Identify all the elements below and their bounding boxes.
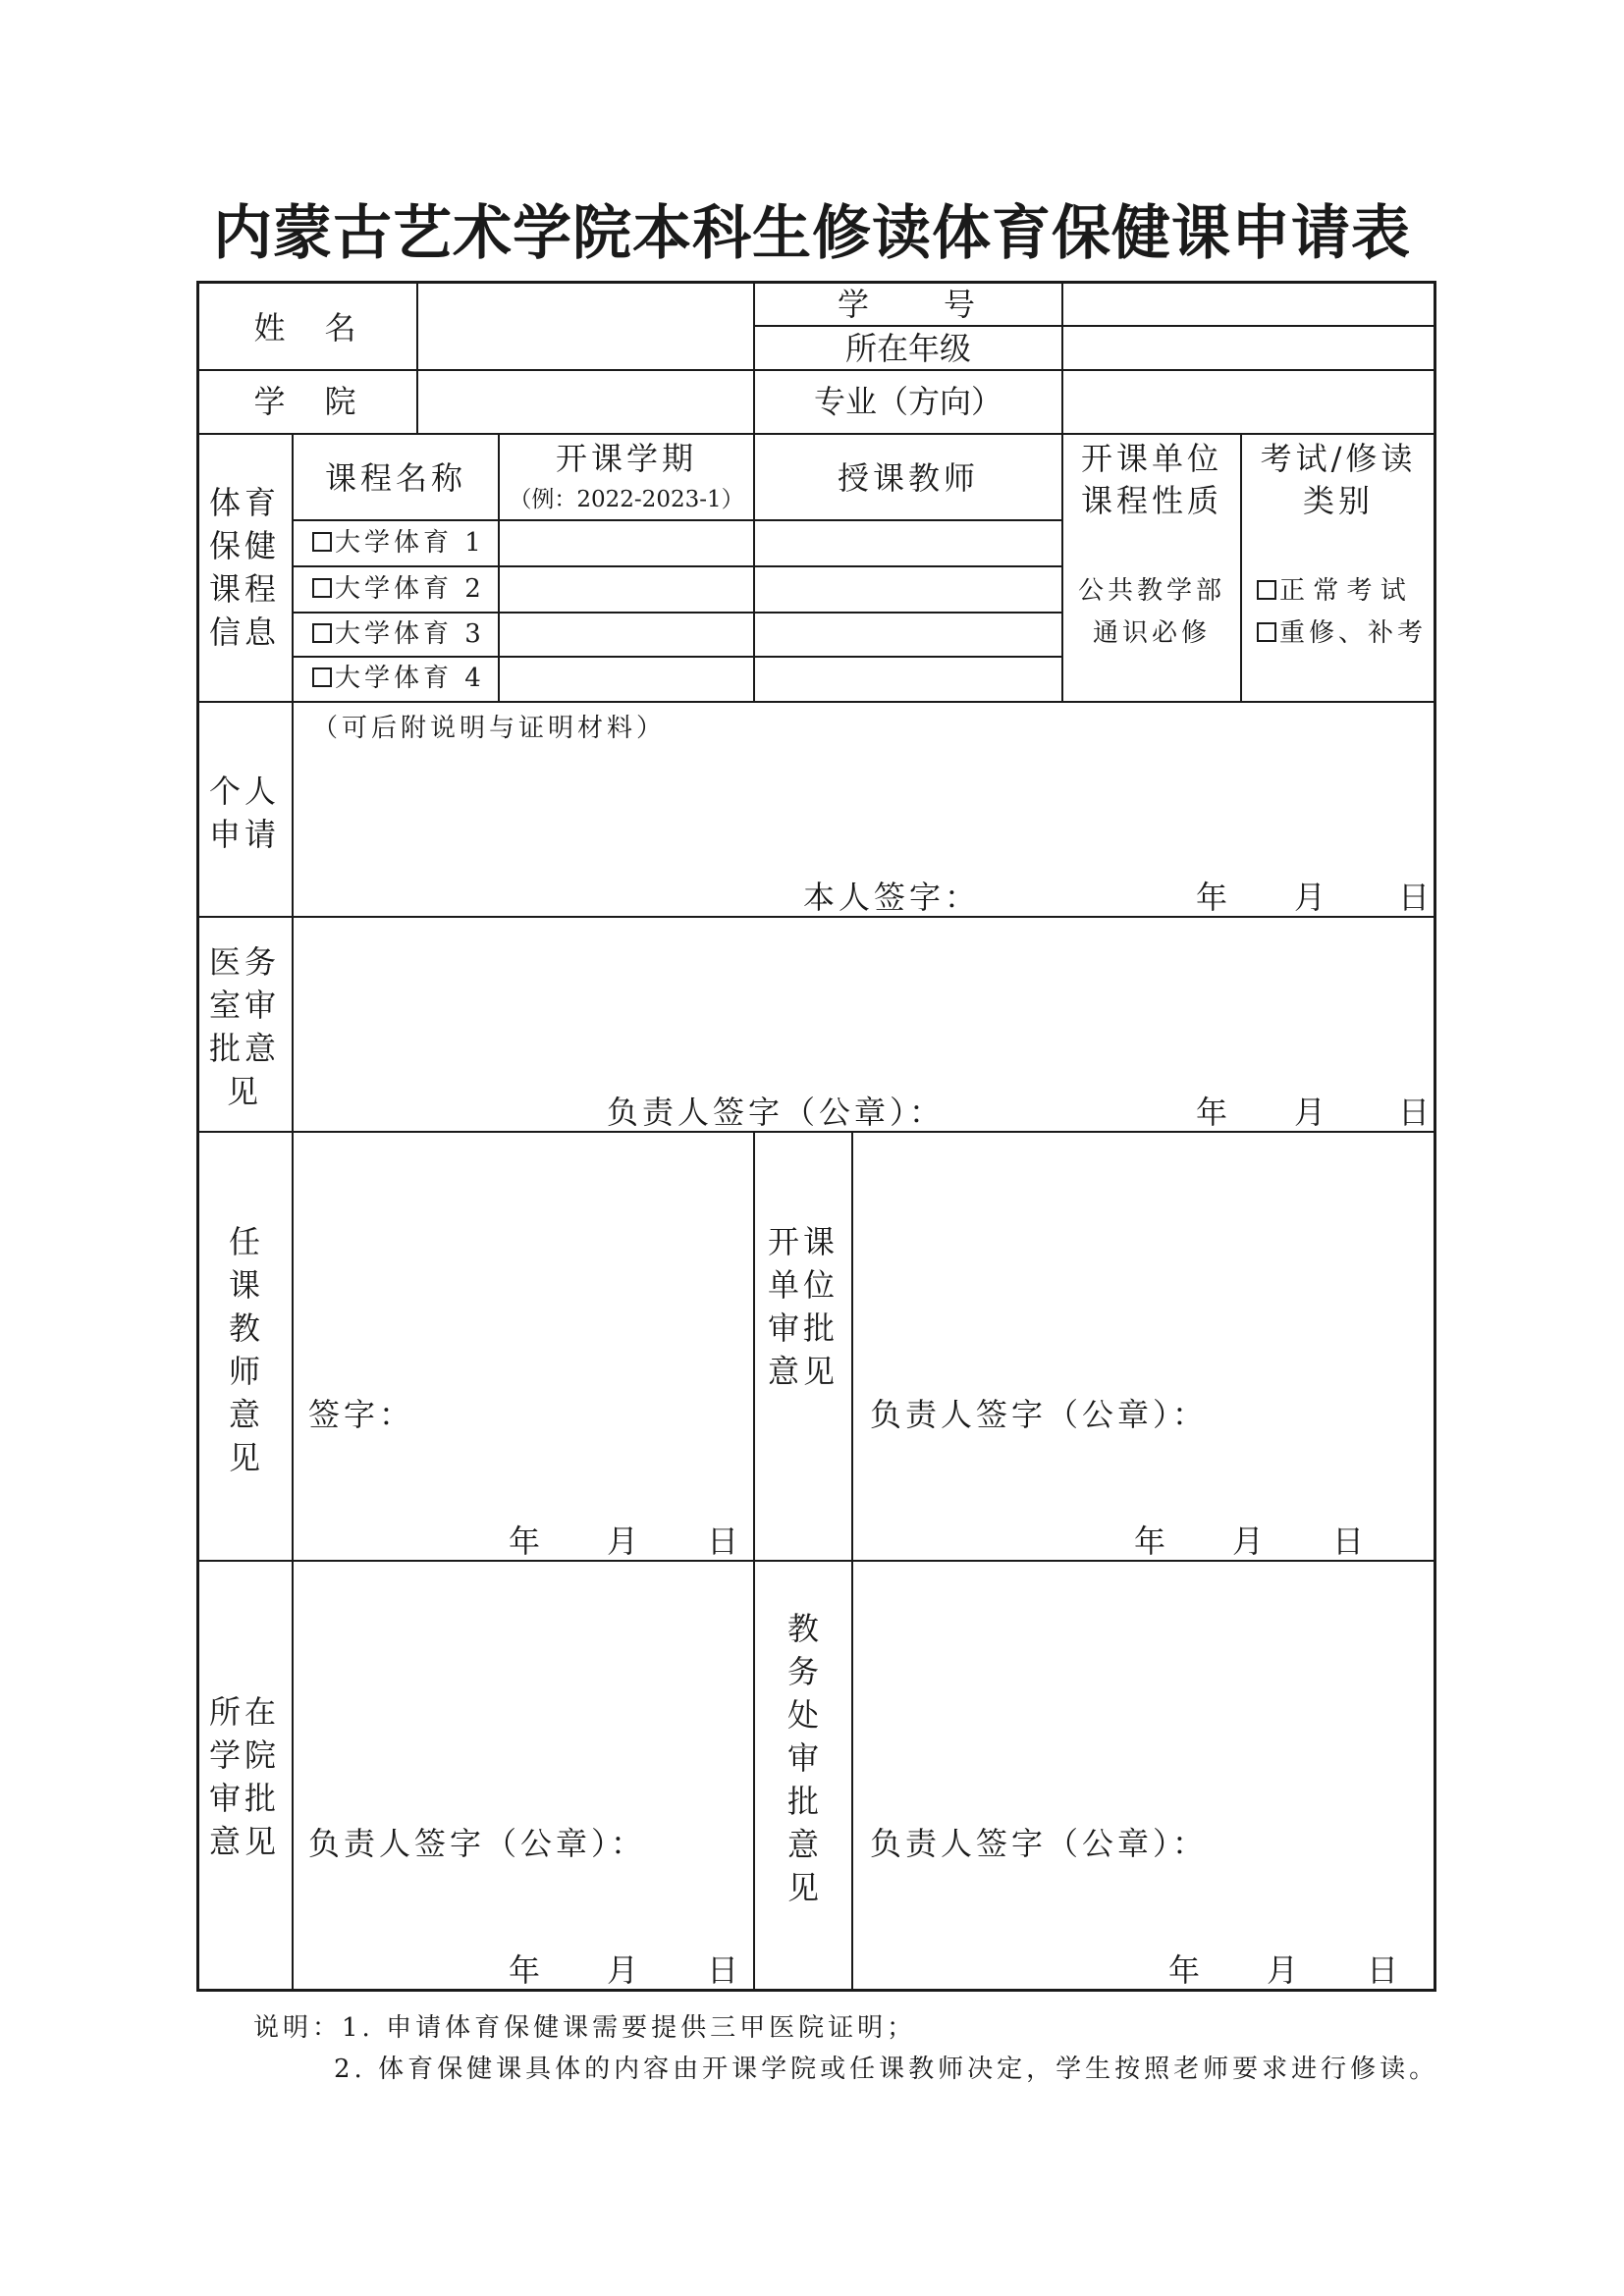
college-label: 学 院 bbox=[253, 383, 360, 420]
date-day: 日 bbox=[1332, 1522, 1365, 1560]
date-month: 月 bbox=[607, 1951, 639, 1989]
academic-affairs-signature-label: 负责人签字（公章）： bbox=[870, 1825, 1209, 1862]
teacher-header: 授课教师 bbox=[837, 459, 979, 497]
date-year: 年 bbox=[1134, 1522, 1166, 1560]
course-row-4[interactable]: 大学体育 4 bbox=[312, 661, 485, 696]
grade-field[interactable] bbox=[1063, 327, 1435, 368]
teacher-signature-label: 签字： bbox=[308, 1396, 415, 1433]
unit-value-line2: 通识必修 bbox=[1092, 618, 1211, 648]
name-field[interactable] bbox=[418, 284, 751, 368]
date-month: 月 bbox=[1294, 1094, 1326, 1131]
academic-affairs-area[interactable] bbox=[853, 1562, 1435, 1990]
divider bbox=[292, 565, 1063, 567]
course-section-label: 体育 保健 课程 信息 bbox=[208, 484, 280, 651]
date-day: 日 bbox=[707, 1522, 739, 1560]
course-row-1[interactable]: 大学体育 1 bbox=[312, 525, 485, 561]
name-label: 姓 名 bbox=[253, 309, 360, 347]
grade-label: 所在年级 bbox=[844, 330, 971, 367]
medical-signature-label: 负责人签字（公章）： bbox=[607, 1094, 946, 1131]
form-title: 内蒙古艺术学院本科生修读体育保健课申请表 bbox=[213, 199, 1411, 268]
unit-header-line2: 课程性质 bbox=[1080, 482, 1222, 519]
divider bbox=[292, 612, 1063, 614]
course-row-2[interactable]: 大学体育 2 bbox=[312, 571, 485, 607]
exam-option-retake[interactable]: 重修、补考 bbox=[1257, 615, 1427, 651]
attachment-hint: （可后附说明与证明材料） bbox=[312, 714, 667, 743]
major-label: 专业（方向） bbox=[813, 383, 1002, 420]
date-day: 日 bbox=[1398, 879, 1431, 916]
checkbox-icon[interactable] bbox=[1257, 622, 1276, 642]
term-example: （例：2022-2023-1） bbox=[509, 487, 744, 512]
exam-header-line1: 考试/修读 bbox=[1260, 440, 1417, 477]
date-day: 日 bbox=[1398, 1094, 1431, 1131]
course-name-header: 课程名称 bbox=[324, 459, 466, 497]
note-line-2: 2. 体育保健课具体的内容由开课学院或任课教师决定，学生按照老师要求进行修读。 bbox=[334, 2055, 1439, 2084]
teacher-opinion-area[interactable] bbox=[294, 1133, 752, 1559]
term-header: 开课学期 bbox=[555, 440, 697, 477]
divider bbox=[197, 433, 1435, 435]
date-month: 月 bbox=[1232, 1522, 1265, 1560]
college-approval-area[interactable] bbox=[294, 1562, 752, 1990]
unit-header-line1: 开课单位 bbox=[1080, 440, 1222, 477]
divider bbox=[292, 656, 1063, 658]
checkbox-icon[interactable] bbox=[312, 578, 332, 598]
personal-signature-label: 本人签字： bbox=[803, 879, 981, 916]
course-row-3[interactable]: 大学体育 3 bbox=[312, 616, 485, 652]
date-year: 年 bbox=[1168, 1951, 1201, 1989]
date-month: 月 bbox=[607, 1522, 639, 1560]
college-signature-label: 负责人签字（公章）： bbox=[308, 1825, 647, 1862]
note-line-1: 说明：1. 申请体育保健课需要提供三甲医院证明； bbox=[253, 2013, 917, 2043]
checkbox-icon[interactable] bbox=[312, 623, 332, 643]
medical-section-label: 医务 室审 批意 见 bbox=[208, 943, 280, 1110]
date-month: 月 bbox=[1294, 879, 1326, 916]
date-day: 日 bbox=[707, 1951, 739, 1989]
unit-value-line1: 公共教学部 bbox=[1077, 576, 1225, 606]
exam-option-normal[interactable]: 正 常 考 试 bbox=[1257, 573, 1406, 609]
college-field[interactable] bbox=[418, 371, 751, 432]
unit-approval-label: 开课 单位 审批 意见 bbox=[767, 1223, 839, 1390]
date-month: 月 bbox=[1267, 1951, 1299, 1989]
student-id-field[interactable] bbox=[1063, 284, 1435, 325]
unit-approval-area[interactable] bbox=[853, 1133, 1435, 1559]
teacher-section-label: 任 课 教 师 意 见 bbox=[228, 1223, 260, 1476]
date-year: 年 bbox=[1196, 879, 1228, 916]
date-year: 年 bbox=[509, 1522, 541, 1560]
date-day: 日 bbox=[1367, 1951, 1399, 1989]
college-approval-label: 所在 学院 审批 意见 bbox=[208, 1693, 280, 1860]
checkbox-icon[interactable] bbox=[312, 667, 332, 687]
date-year: 年 bbox=[1196, 1094, 1228, 1131]
exam-header-line2: 类别 bbox=[1302, 482, 1374, 519]
major-field[interactable] bbox=[1063, 371, 1435, 432]
divider bbox=[292, 519, 1063, 521]
personal-section-label: 个人 申请 bbox=[208, 773, 280, 853]
unit-signature-label: 负责人签字（公章）： bbox=[870, 1396, 1209, 1433]
academic-affairs-label: 教 务 处 审 批 意 见 bbox=[786, 1610, 819, 1906]
student-id-label: 学 号 bbox=[837, 286, 979, 323]
date-year: 年 bbox=[509, 1951, 541, 1989]
checkbox-icon[interactable] bbox=[312, 532, 332, 552]
checkbox-icon[interactable] bbox=[1257, 580, 1276, 600]
